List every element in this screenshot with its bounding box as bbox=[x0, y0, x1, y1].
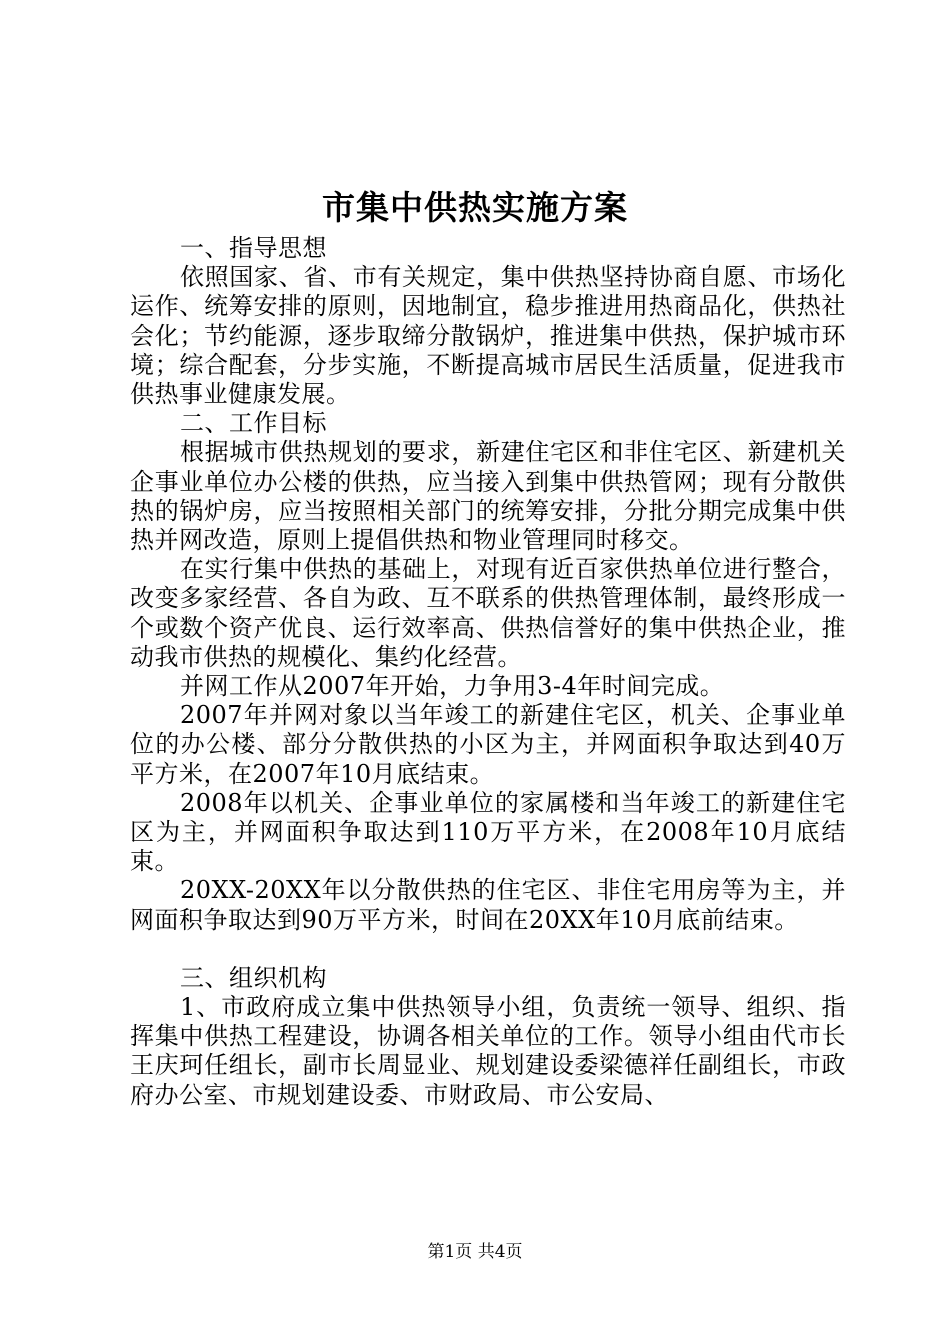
section-heading-work-goals: 二、工作目标 bbox=[180, 409, 327, 438]
blank-line bbox=[130, 935, 846, 964]
paragraph-guiding-ideology: 依照国家、省、市有关规定，集中供热坚持协商自愿、市场化运作、统筹安排的原则，因地制宜，稳步推进用热商品化，供热社会化；节约能源，逐步取缔分散锅炉，推进集中供热，保护城市环境；综合配套，分步实施，不断提高城市居民生活质量，促进我市供热事业健康发展。 bbox=[130, 263, 846, 409]
document-title: 市集中供热实施方案 bbox=[322, 188, 628, 227]
paragraph-work-goals-1: 根据城市供热规划的要求，新建住宅区和非住宅区、新建机关企事业单位办公楼的供热，应当接入到集中供热管网；现有分散供热的锅炉房，应当按照相关部门的统筹安排，分批分期完成集中供热并网改造，原则上提倡供热和物业管理同时移交。 bbox=[130, 438, 846, 555]
paragraph-organization-1: 1、市政府成立集中供热领导小组，负责统一领导、组织、指挥集中供热工程建设，协调各相关单位的工作。领导小组由代市长王庆珂任组长，副市长周显业、规划建设委梁德祥任副组长，市政府办公室、市规划建设委、市财政局、市公安局、 bbox=[130, 993, 846, 1109]
paragraph-work-goals-5: 2008年以机关、企事业单位的家属楼和当年竣工的新建住宅区为主，并网面积争取达到110万平方米，在2008年10月底结束。 bbox=[130, 788, 846, 876]
document-body bbox=[130, 234, 846, 1110]
section-heading-guiding-ideology: 一、指导思想 bbox=[180, 234, 327, 262]
page-footer: 第1页 共4页 bbox=[427, 1242, 523, 1262]
section-heading-organization: 三、组织机构 bbox=[180, 963, 327, 992]
paragraph-work-goals-2: 在实行集中供热的基础上，对现有近百家供热单位进行整合，改变多家经营、各自为政、互不联系的供热管理体制，最终形成一个或数个资产优良、运行效率高、供热信誉好的集中供热企业，推动我市供热的规模化、集约化经营。 bbox=[130, 555, 846, 671]
paragraph-work-goals-4: 2007年并网对象以当年竣工的新建住宅区，机关、企事业单位的办公楼、部分分散供热的小区为主，并网面积争取达到40万平方米，在2007年10月底结束。 bbox=[130, 701, 846, 788]
paragraph-work-goals-3: 并网工作从2007年开始，力争用3-4年时间完成。 bbox=[180, 672, 725, 701]
paragraph-work-goals-6: 20XX-20XX年以分散供热的住宅区、非住宅用房等为主，并网面积争取达到90万平方米，时间在20XX年10月底前结束。 bbox=[130, 876, 846, 934]
